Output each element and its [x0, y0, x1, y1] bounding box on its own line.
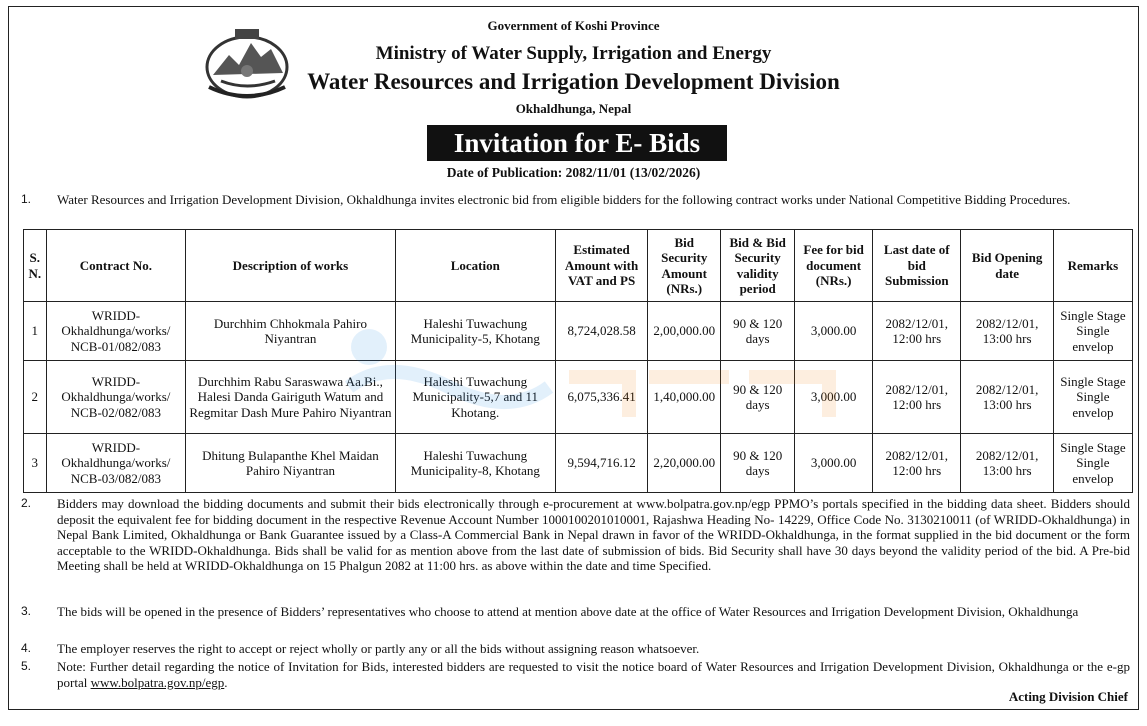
table-cell: 2: [24, 361, 47, 434]
column-header: Last date of bid Submission: [873, 230, 961, 302]
paragraph-text: Water Resources and Irrigation Development Division, Okhaldhunga invites electronic bid from eligible bidders for the following contract works under National Competitive Bidding Procedures.: [57, 192, 1071, 207]
paragraph-3: [21, 604, 1130, 620]
column-header: Contract No.: [46, 230, 186, 302]
table-cell: 90 & 120 days: [721, 361, 795, 434]
table-cell: 2082/12/01, 12:00 hrs: [873, 302, 961, 361]
table-cell: 2082/12/01, 12:00 hrs: [873, 434, 961, 493]
table-header-row: [24, 230, 1133, 302]
paragraph-number: 3.: [21, 604, 32, 618]
table-cell: Durchhim Chhokmala Pahiro Niyantran: [186, 302, 395, 361]
column-header: Bid Security Amount (NRs.): [648, 230, 721, 302]
paragraph-text: [57, 659, 1130, 690]
paragraph-text: The employer reserves the right to accept or reject wholly or partly any or all the bids without assigning reason whatsoever.: [57, 641, 700, 656]
contract-table: [23, 229, 1133, 493]
table-cell: Single Stage Single envelop: [1053, 302, 1132, 361]
paragraph-number: 2.: [21, 496, 32, 510]
column-header: Estimated Amount with VAT and PS: [555, 230, 647, 302]
column-header: Location: [395, 230, 555, 302]
table-cell: 2082/12/01, 13:00 hrs: [961, 434, 1053, 493]
ministry-heading: Ministry of Water Supply, Irrigation and Energy: [375, 43, 772, 64]
column-header: Remarks: [1053, 230, 1132, 302]
paragraph-text: Bidders may download the bidding documents and submit their bids electronically through e-procurement at www.bolpatra.gov.np/egp PPMO’s portals specified in the bidding data sheet. Bidders should deposit the equivalent fee for bidding document in the respective Revenue Account Number 1000100201010001, Rajashwa Heading No- 14229, Office Code No. 3130210011 (of WRIDD-Okhaldhunga) in Nepal Bank Limited, Okhaldhunga or Bank Guarantee issued by a Class-A Commercial Bank in Nepal drawn in favor of the WRIDD-Okhaldhunga, in the format supplied in the bid document or the form acceptable to the WRIDD-Okhaldhunga. Bids shall be valid for as mention above from the last date of submission of bids. Bid Security shall have 30 days beyond the validity period of the bid. A Pre-bid Meeting shall be held at WRIDD-Okhaldhunga on 15 Phalgun 2082 at 11:00 hrs. as above within the date and time Specified.: [57, 496, 1130, 573]
table-cell: 2,20,000.00: [648, 434, 721, 493]
column-header: Bid Opening date: [961, 230, 1053, 302]
notice-page: [8, 6, 1139, 710]
table-cell: 1: [24, 302, 47, 361]
paragraph-text: The bids will be opened in the presence of Bidders’ representatives who choose to attend at mention above date at the office of Water Resources and Irrigation Development Division, Okhaldhunga: [57, 604, 1079, 619]
table-cell: 9,594,716.12: [555, 434, 647, 493]
table-cell: WRIDD-Okhaldhunga/works/ NCB-01/082/083: [46, 302, 186, 361]
table-cell: WRIDD-Okhaldhunga/works/ NCB-02/082/083: [46, 361, 186, 434]
paragraph-2: [21, 496, 1130, 574]
table-cell: Haleshi Tuwachung Municipality-8, Khotang: [395, 434, 555, 493]
table-cell: 2082/12/01, 13:00 hrs: [961, 302, 1053, 361]
publication-date: Date of Publication: 2082/11/01 (13/02/2026): [446, 165, 701, 180]
table-cell: 90 & 120 days: [721, 434, 795, 493]
table-row: [24, 434, 1133, 493]
table-cell: 2,00,000.00: [648, 302, 721, 361]
table-cell: 2082/12/01, 12:00 hrs: [873, 361, 961, 434]
table-cell: 8,724,028.58: [555, 302, 647, 361]
government-heading: Government of Koshi Province: [487, 18, 660, 33]
table-cell: Dhitung Bulapanthe Khel Maidan Pahiro Niyantran: [186, 434, 395, 493]
egp-portal-link[interactable]: www.bolpatra.gov.np/egp: [90, 674, 225, 690]
paragraph-1: [21, 192, 1130, 208]
table-cell: 3,000.00: [795, 434, 873, 493]
column-header: S. N.: [24, 230, 47, 302]
column-header: Description of works: [186, 230, 395, 302]
paragraph-end: .: [224, 674, 228, 690]
division-heading: Water Resources and Irrigation Development Division: [307, 69, 840, 94]
table-cell: Single Stage Single envelop: [1053, 434, 1132, 493]
table-cell: Durchhim Rabu Saraswawa Aa.Bi., Halesi Danda Gairiguth Watum and Regmitar Dash Mure Pahiro Niyantran: [186, 361, 395, 434]
table-cell: Haleshi Tuwachung Municipality-5,7 and 11 Khotang.: [395, 361, 555, 434]
paragraph-number: 1.: [21, 192, 32, 206]
table-cell: Single Stage Single envelop: [1053, 361, 1132, 434]
location-heading: Okhaldhunga, Nepal: [515, 101, 632, 116]
table-cell: 3,000.00: [795, 302, 873, 361]
table-cell: 3,000.00: [795, 361, 873, 434]
paragraph-4: [21, 641, 1130, 657]
table-cell: 90 & 120 days: [721, 302, 795, 361]
table-cell: WRIDD-Okhaldhunga/works/ NCB-03/082/083: [46, 434, 186, 493]
paragraph-number: 4.: [21, 641, 32, 655]
column-header: Bid & Bid Security validity period: [721, 230, 795, 302]
paragraph-body: Note: Further detail regarding the notice of Invitation for Bids, interested bidders are requested to visit the notice board of Water Resources and Irrigation Development Division, Okhaldhunga or the e-gp portal: [57, 659, 1130, 690]
table-cell: 2082/12/01, 13:00 hrs: [961, 361, 1053, 434]
table-cell: 1,40,000.00: [648, 361, 721, 434]
paragraph-number: 5.: [21, 659, 32, 673]
column-header: Fee for bid document (NRs.): [795, 230, 873, 302]
table-cell: 6,075,336.41: [555, 361, 647, 434]
paragraph-5: [21, 659, 1130, 690]
table-row: [24, 302, 1133, 361]
table-row: [24, 361, 1133, 434]
table-cell: Haleshi Tuwachung Municipality-5, Khotang: [395, 302, 555, 361]
table-cell: 3: [24, 434, 47, 493]
notice-title: Invitation for E- Bids: [427, 125, 727, 161]
signature-title: Acting Division Chief: [1008, 689, 1128, 704]
